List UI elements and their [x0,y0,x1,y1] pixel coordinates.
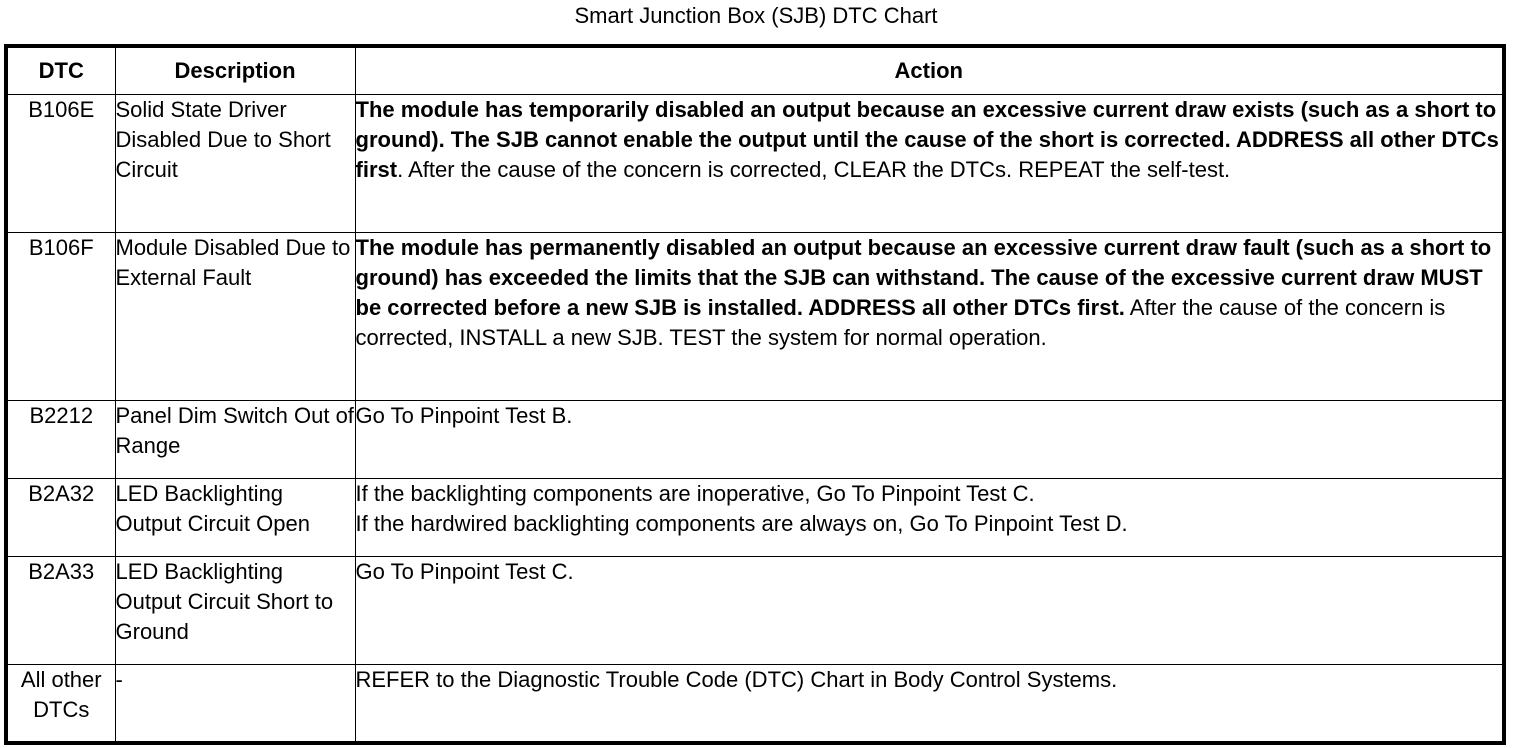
table-row [6,557,1504,665]
dtc-description: LED Backlighting Output Circuit Short to Ground [115,557,355,665]
dtc-code: B2A32 [6,479,115,557]
table-header-row [6,46,1504,95]
dtc-description: Panel Dim Switch Out of Range [115,401,355,479]
dtc-code: B2A33 [6,557,115,665]
dtc-description: - [115,665,355,743]
dtc-description: Module Disabled Due to External Fault [115,233,355,401]
dtc-action: Go To Pinpoint Test B. [355,401,1504,479]
dtc-action: REFER to the Diagnostic Trouble Code (DTC) Chart in Body Control Systems. [355,665,1504,743]
page-title: Smart Junction Box (SJB) DTC Chart [574,3,938,28]
table-row [6,665,1504,743]
dtc-code: B106F [6,233,115,401]
table-row [6,95,1504,233]
column-header-dtc: DTC [6,46,115,95]
action-text: . After the cause of the concern is corrected, CLEAR the DTCs. REPEAT the self-test. [397,157,1231,182]
table-row [6,401,1504,479]
action-bold-text: The module has temporarily disabled an output because an excessive current draw exists (such as a short to ground). The SJB cannot enable the output until the cause of the short is corrected. ADDRESS all other DTCs first [355,97,1499,182]
dtc-description: Solid State Driver Disabled Due to Short Circuit [115,95,355,233]
dtc-code: B106E [6,95,115,233]
dtc-action [355,479,1504,557]
action-bold-text: The module has permanently disabled an output because an excessive current draw fault (such as a short to ground) has exceeded the limits that the SJB can withstand. The cause of the excessive current draw MUST be corrected before a new SJB is installed. ADDRESS all other DTCs first. [355,235,1492,320]
action-line: If the hardwired backlighting components are always on, Go To Pinpoint Test D. [355,511,1128,536]
dtc-code: B2212 [6,401,115,479]
table-row [6,233,1504,401]
column-header-description: Description [115,46,355,95]
dtc-table [4,44,1506,745]
dtc-action [355,233,1504,401]
action-text: After the cause of the concern is corrected, INSTALL a new SJB. TEST the system for normal operation. [355,295,1446,350]
table-row [6,479,1504,557]
dtc-code: All other DTCs [6,665,115,743]
action-line: If the backlighting components are inoperative, Go To Pinpoint Test C. [355,481,1035,506]
dtc-description: LED Backlighting Output Circuit Open [115,479,355,557]
column-header-action: Action [355,46,1504,95]
dtc-action: Go To Pinpoint Test C. [355,557,1504,665]
dtc-action [355,95,1504,233]
